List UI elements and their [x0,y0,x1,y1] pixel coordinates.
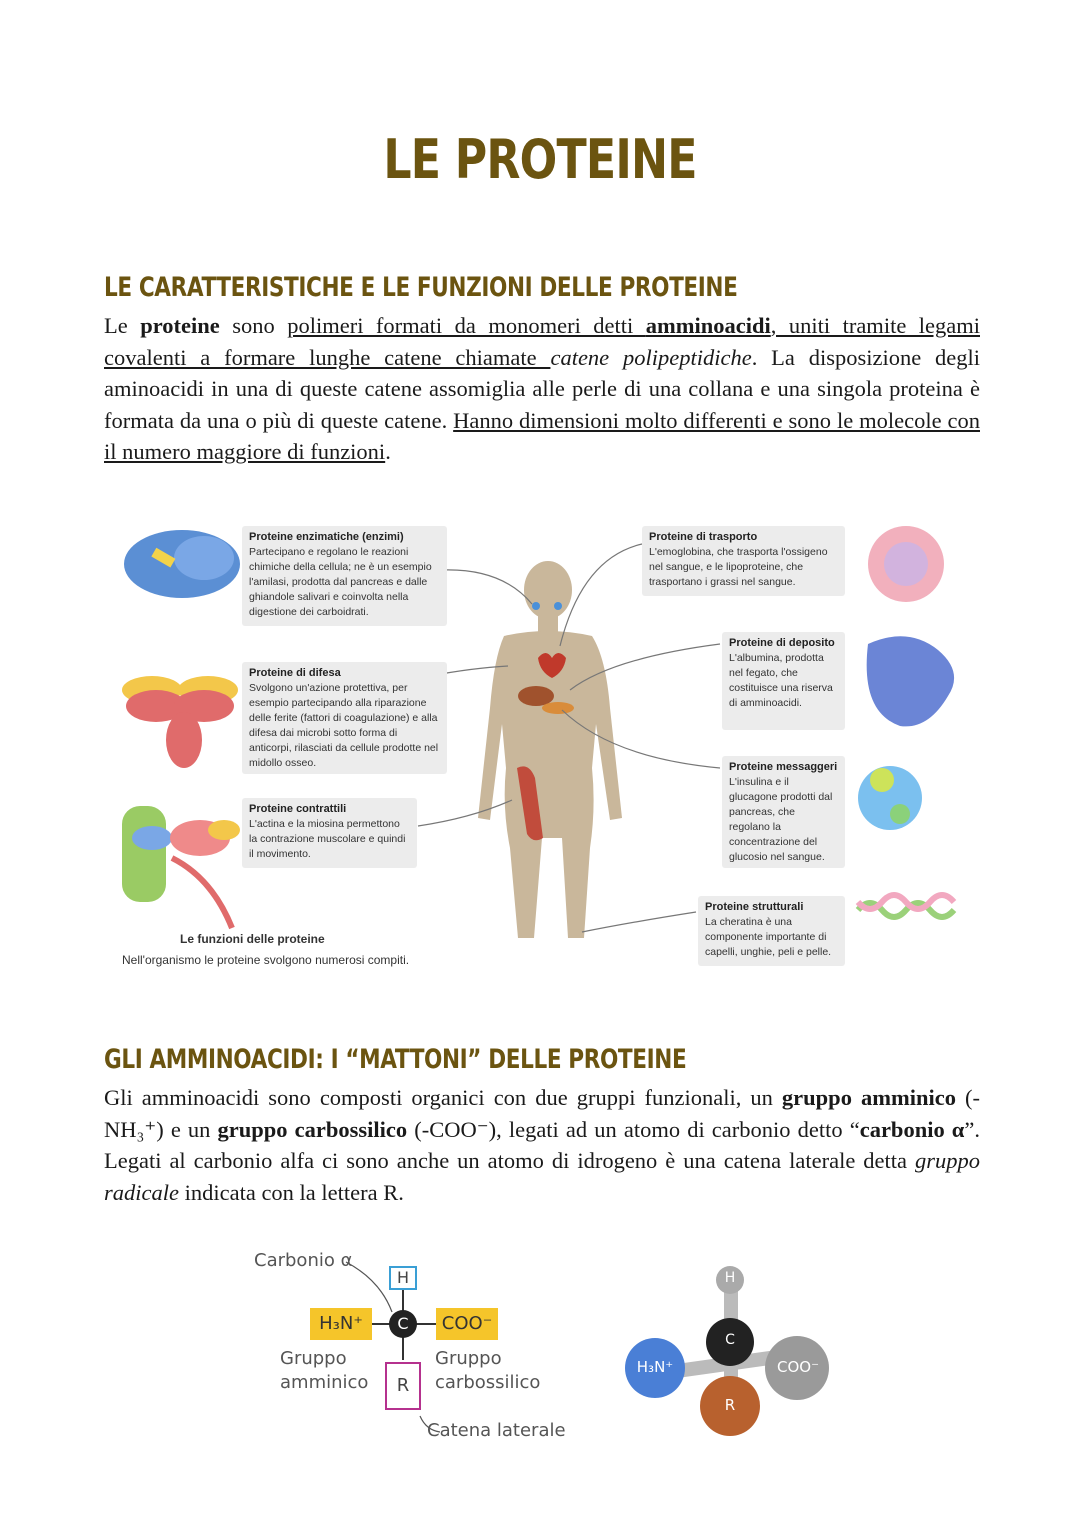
box-structural-proteins: Proteine strutturali La cheratina è una componente importante di capelli, unghie, peli e pelle. [698,896,845,966]
model-r-label: R [724,1396,736,1414]
carboxyl-group-box: COO⁻ [436,1308,498,1340]
page-title: LE PROTEINE [383,128,697,191]
model-h-label: H [724,1270,736,1286]
paragraph-amminoacidi: Gli amminoacidi sono composti organici con due gruppi funzionali, un gruppo amminico (-NH₃⁺) e un gruppo carbossilico (-COO⁻), legati ad un atomo di carbonio detto “carbonio α”. Legati al carbonio alfa ci sono anche un atomo di idrogeno è una catena laterale detta gruppo radicale indicata con la lettera R. [104,1085,981,1205]
catena-laterale-label: Catena laterale [427,1420,566,1441]
amino-acid-diagram [0,1240,1080,1450]
box-storage-proteins: Proteine di deposito L'albumina, prodotta nel fegato, che costituisce una riserva di amminoacidi. [722,632,845,730]
protein-functions-figure [112,518,972,978]
hemoglobin-molecule [868,526,944,602]
section-heading-caratteristiche: LE CARATTERISTICHE E LE FUNZIONI DELLE PROTEINE [104,272,738,303]
amino-group-box: H₃N⁺ [310,1308,372,1340]
radical-group-box: R [385,1362,421,1410]
box-messenger-proteins: Proteine messaggeri L'insulina e il glucagone prodotti dal pancreas, che regolano la concentrazione del glucosio nel sangue. [722,756,845,868]
model-coo-label: COO⁻ [776,1358,819,1376]
model-c-label: C [725,1332,735,1348]
amino-acid-bonds [0,1240,1080,1450]
carbonio-alpha-label: Carbonio α [254,1250,353,1271]
antibody-molecule [122,676,238,768]
figure-caption-text: Nell'organismo le proteine svolgono numerosi compiti. [122,953,410,967]
hydrogen-box: H [389,1266,417,1290]
box-contractile-proteins: Proteine contrattili L'actina e la miosina permettono la contrazione muscolare e quindi il movimento. [242,798,417,868]
gruppo-carbossilico-label-1: Gruppo [435,1348,502,1369]
enzyme-molecule [124,530,240,598]
keratin-molecule [858,895,954,917]
insulin-molecule [858,766,922,830]
model-h3n-label: H₃N⁺ [636,1358,674,1376]
actin-myosin-molecule [122,806,240,928]
human-body-silhouette [478,561,622,938]
carbon-atom: C [389,1310,417,1338]
paragraph-proteine: Le proteine sono polimeri formati da monomeri detti amminoacidi, uniti tramite legami covalenti a formare lunghe catene chiamate catene polipeptidiche. La disposizione degli aminoacidi in una di queste catene assomiglia alle perle di una collana e una singola proteina è formata da una o più di queste catene. Hanno dimensioni molto differenti e sono le molecole con il numero maggiore di funzioni. [104,313,980,464]
section-heading-amminoacidi: GLI AMMINOACIDI: I “MATTONI” DELLE PROTEINE [104,1044,687,1075]
gruppo-amminico-label-1: Gruppo [280,1348,347,1369]
figure-caption-title: Le funzioni delle proteine [180,932,325,946]
box-enzymatic-proteins: Proteine enzimatiche (enzimi) Partecipano e regolano le reazioni chimiche della cellula; ne è un esempio l'amilasi, prodotta dal pancreas e dalle ghiandole salivari e coinvolta nella digestione dei carboidrati. [242,526,447,626]
box-defense-proteins: Proteine di difesa Svolgono un'azione protettiva, per esempio partecipando alla riparazione delle ferite (fattori di coagulazione) e alla difesa dai microbi sotto forma di anticorpi, rilasciati da cellule prodotte nel midollo osseo. [242,662,447,774]
gruppo-carbossilico-label-2: carbossilico [435,1372,541,1393]
box-transport-proteins: Proteine di trasporto L'emoglobina, che trasporta l'ossigeno nel sangue, e le lipoproteine, che trasportano i grassi nel sangue. [642,526,845,596]
gruppo-amminico-label-2: amminico [280,1372,369,1393]
albumin-molecule [867,636,954,726]
